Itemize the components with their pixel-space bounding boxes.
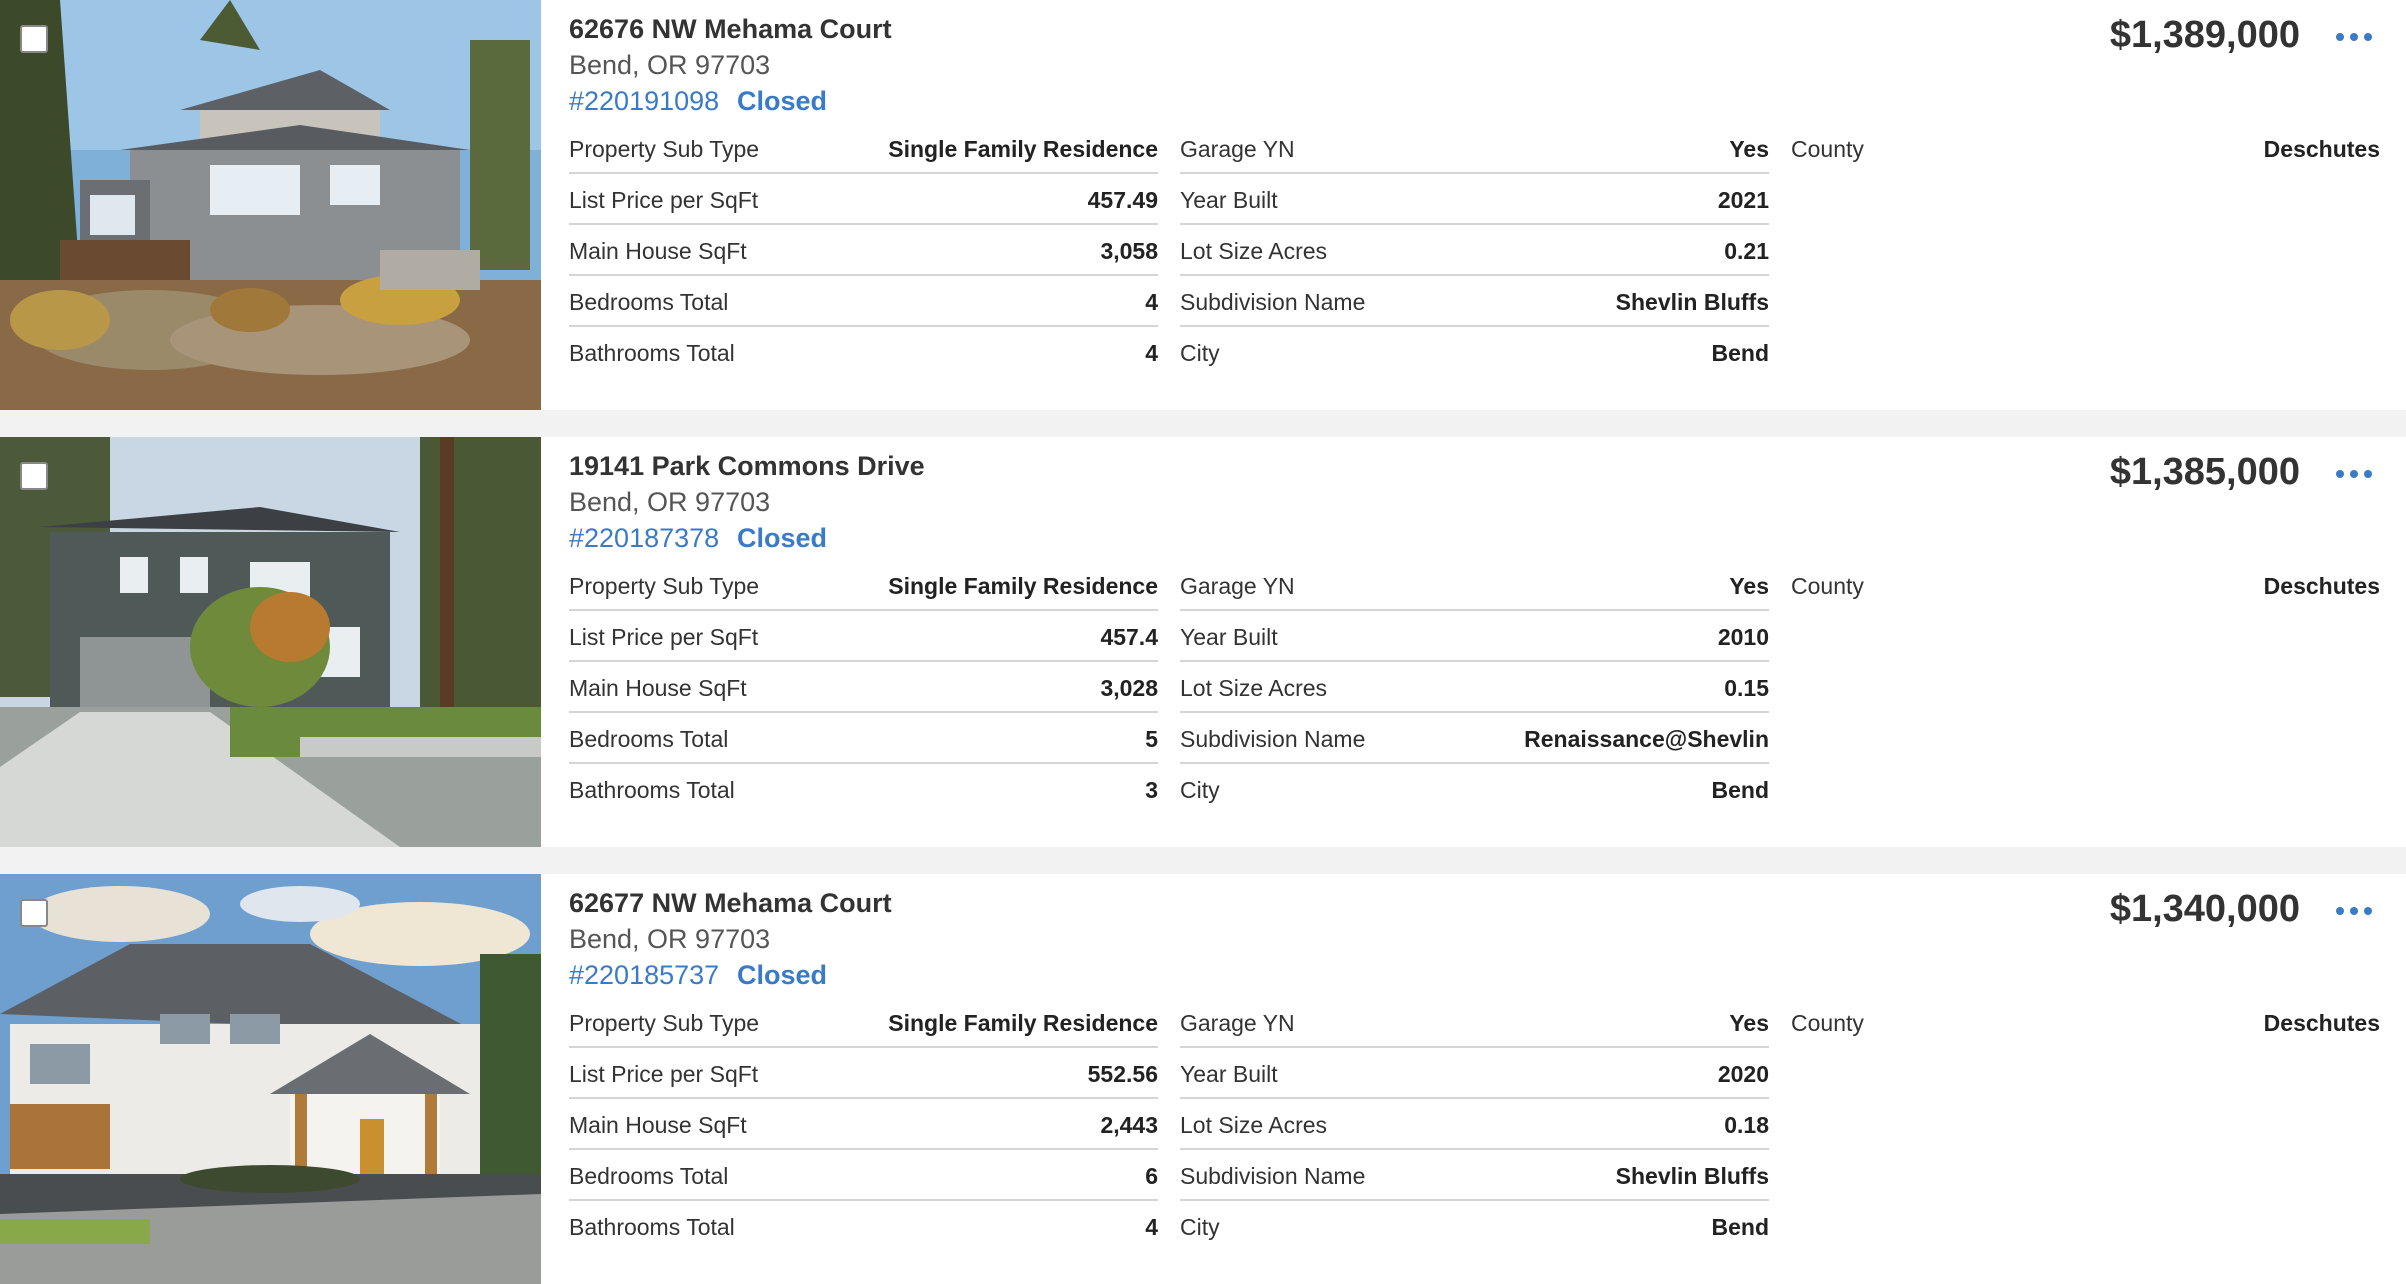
house-photo-icon [0, 0, 541, 410]
more-options-button[interactable] [2330, 22, 2378, 52]
detail-row [569, 175, 1158, 225]
detail-label: Main House SqFt [569, 238, 747, 264]
listing-info [569, 874, 2406, 1284]
detail-label: Main House SqFt [569, 675, 747, 701]
detail-row [1791, 124, 2380, 174]
detail-label: Property Sub Type [569, 136, 760, 162]
detail-value: 5 [1145, 726, 1158, 752]
detail-label: Year Built [1180, 624, 1278, 650]
detail-value: 552.56 [1087, 1061, 1158, 1087]
more-dots-icon [2336, 470, 2344, 478]
detail-value: Bend [1711, 1214, 1769, 1240]
details-column-2 [1180, 561, 1769, 816]
select-listing-checkbox[interactable] [20, 25, 48, 53]
detail-label: City [1180, 1214, 1220, 1240]
more-dots-icon [2350, 470, 2358, 478]
detail-row [1791, 998, 2380, 1048]
detail-value: Single Family Residence [888, 573, 1158, 599]
listing-mls-link[interactable]: #220185737 [569, 960, 720, 990]
detail-label: Garage YN [1180, 573, 1295, 599]
detail-row [1180, 226, 1769, 276]
detail-label: Lot Size Acres [1180, 675, 1328, 701]
detail-row [1180, 1100, 1769, 1150]
details-column-2 [1180, 998, 1769, 1253]
more-dots-icon [2336, 33, 2344, 41]
detail-label: Bedrooms Total [569, 1163, 729, 1189]
listing-mls-link[interactable]: #220187378 [569, 523, 720, 553]
detail-row [1180, 612, 1769, 662]
more-dots-icon [2350, 907, 2358, 915]
detail-value: Yes [1729, 573, 1769, 599]
detail-row [569, 226, 1158, 276]
detail-value: 6 [1145, 1163, 1158, 1189]
select-listing-checkbox[interactable] [20, 899, 48, 927]
detail-value: 4 [1145, 289, 1158, 315]
detail-value: Bend [1711, 777, 1769, 803]
detail-value: 3,058 [1100, 238, 1158, 264]
listing-address[interactable]: 19141 Park Commons Drive [569, 451, 925, 481]
detail-value: 0.21 [1724, 238, 1769, 264]
details-column-3 [1791, 998, 2380, 1049]
detail-value: 3 [1145, 777, 1158, 803]
more-dots-icon [2364, 470, 2372, 478]
detail-value: Shevlin Bluffs [1615, 1163, 1769, 1189]
detail-row [1180, 714, 1769, 764]
listing-mls-link[interactable]: #220191098 [569, 86, 720, 116]
more-dots-icon [2364, 907, 2372, 915]
listing-info [569, 437, 2406, 847]
more-options-button[interactable] [2330, 896, 2378, 926]
detail-value: 457.4 [1100, 624, 1158, 650]
detail-label: Property Sub Type [569, 1010, 760, 1036]
listing-city-line: Bend, OR 97703 [569, 487, 771, 517]
detail-label: Bedrooms Total [569, 289, 729, 315]
detail-value: Renaissance@Shevlin [1524, 726, 1769, 752]
detail-row [569, 1151, 1158, 1201]
select-listing-checkbox[interactable] [20, 462, 48, 490]
detail-row [1180, 765, 1769, 815]
details-column-1 [569, 998, 1158, 1253]
detail-label: Bathrooms Total [569, 1214, 735, 1240]
listing-city-line: Bend, OR 97703 [569, 50, 771, 80]
more-dots-icon [2364, 33, 2372, 41]
detail-row [569, 561, 1158, 611]
details-column-2 [1180, 124, 1769, 379]
detail-value: Deschutes [2263, 1010, 2380, 1036]
house-photo-icon [0, 874, 541, 1284]
detail-value: Single Family Residence [888, 1010, 1158, 1036]
listing-address[interactable]: 62676 NW Mehama Court [569, 14, 892, 44]
detail-value: Single Family Residence [888, 136, 1158, 162]
detail-value: 0.15 [1724, 675, 1769, 701]
detail-row [569, 765, 1158, 815]
listing-address[interactable]: 62677 NW Mehama Court [569, 888, 892, 918]
details-column-3 [1791, 124, 2380, 175]
detail-label: Subdivision Name [1180, 726, 1366, 752]
detail-label: Year Built [1180, 1061, 1278, 1087]
detail-row [569, 124, 1158, 174]
detail-label: Subdivision Name [1180, 289, 1366, 315]
detail-row [1180, 1151, 1769, 1201]
detail-label: Bathrooms Total [569, 340, 735, 366]
listing-photo[interactable] [0, 874, 541, 1284]
detail-label: List Price per SqFt [569, 1061, 759, 1087]
detail-row [1180, 1049, 1769, 1099]
more-options-button[interactable] [2330, 459, 2378, 489]
detail-row [569, 1049, 1158, 1099]
detail-label: Bathrooms Total [569, 777, 735, 803]
detail-label: County [1791, 573, 1864, 599]
detail-row [569, 998, 1158, 1048]
detail-value: 457.49 [1087, 187, 1158, 213]
detail-label: Year Built [1180, 187, 1278, 213]
detail-row [1180, 561, 1769, 611]
detail-row [1180, 328, 1769, 378]
detail-label: Garage YN [1180, 1010, 1295, 1036]
detail-value: 3,028 [1100, 675, 1158, 701]
status-badge: Closed [737, 960, 828, 990]
detail-value: 2021 [1717, 187, 1769, 213]
detail-row [1180, 277, 1769, 327]
status-badge: Closed [737, 86, 828, 116]
detail-row [1180, 998, 1769, 1048]
detail-value: 0.18 [1724, 1112, 1769, 1138]
detail-label: List Price per SqFt [569, 187, 759, 213]
detail-value: Bend [1711, 340, 1769, 366]
status-badge: Closed [737, 523, 828, 553]
detail-label: Garage YN [1180, 136, 1295, 162]
detail-row [569, 714, 1158, 764]
detail-label: Property Sub Type [569, 573, 760, 599]
detail-row [1791, 561, 2380, 611]
detail-value: Deschutes [2263, 573, 2380, 599]
detail-row [1180, 663, 1769, 713]
listing-price: $1,389,000 [2109, 14, 2300, 56]
detail-label: City [1180, 777, 1220, 803]
detail-row [569, 663, 1158, 713]
listing-city-line: Bend, OR 97703 [569, 924, 771, 954]
listing-info [569, 0, 2406, 410]
listing-card[interactable] [0, 437, 2406, 847]
detail-row [569, 1202, 1158, 1252]
detail-label: List Price per SqFt [569, 624, 759, 650]
detail-row [1180, 124, 1769, 174]
detail-row [569, 1100, 1158, 1150]
detail-label: City [1180, 340, 1220, 366]
details-column-3 [1791, 561, 2380, 612]
detail-value: Yes [1729, 1010, 1769, 1036]
detail-value: 4 [1145, 340, 1158, 366]
detail-value: 2010 [1717, 624, 1769, 650]
detail-row [1180, 175, 1769, 225]
listing-photo[interactable] [0, 0, 541, 410]
detail-label: Subdivision Name [1180, 1163, 1366, 1189]
detail-value: 2020 [1717, 1061, 1769, 1087]
detail-label: Lot Size Acres [1180, 238, 1328, 264]
more-dots-icon [2350, 33, 2358, 41]
detail-value: Yes [1729, 136, 1769, 162]
more-dots-icon [2336, 907, 2344, 915]
listing-price: $1,340,000 [2109, 888, 2300, 930]
listing-price: $1,385,000 [2109, 451, 2300, 493]
house-photo-icon [0, 437, 541, 847]
detail-value: 4 [1145, 1214, 1158, 1240]
listing-photo[interactable] [0, 437, 541, 847]
detail-label: Bedrooms Total [569, 726, 729, 752]
listing-card[interactable] [0, 0, 2406, 410]
detail-label: Lot Size Acres [1180, 1112, 1328, 1138]
detail-value: 2,443 [1100, 1112, 1158, 1138]
listing-card[interactable] [0, 874, 2406, 1284]
detail-row [569, 328, 1158, 378]
detail-label: County [1791, 1010, 1864, 1036]
detail-row [1180, 1202, 1769, 1252]
detail-value: Shevlin Bluffs [1615, 289, 1769, 315]
details-column-1 [569, 124, 1158, 379]
detail-row [569, 612, 1158, 662]
detail-label: Main House SqFt [569, 1112, 747, 1138]
details-column-1 [569, 561, 1158, 816]
detail-value: Deschutes [2263, 136, 2380, 162]
detail-row [569, 277, 1158, 327]
detail-label: County [1791, 136, 1864, 162]
